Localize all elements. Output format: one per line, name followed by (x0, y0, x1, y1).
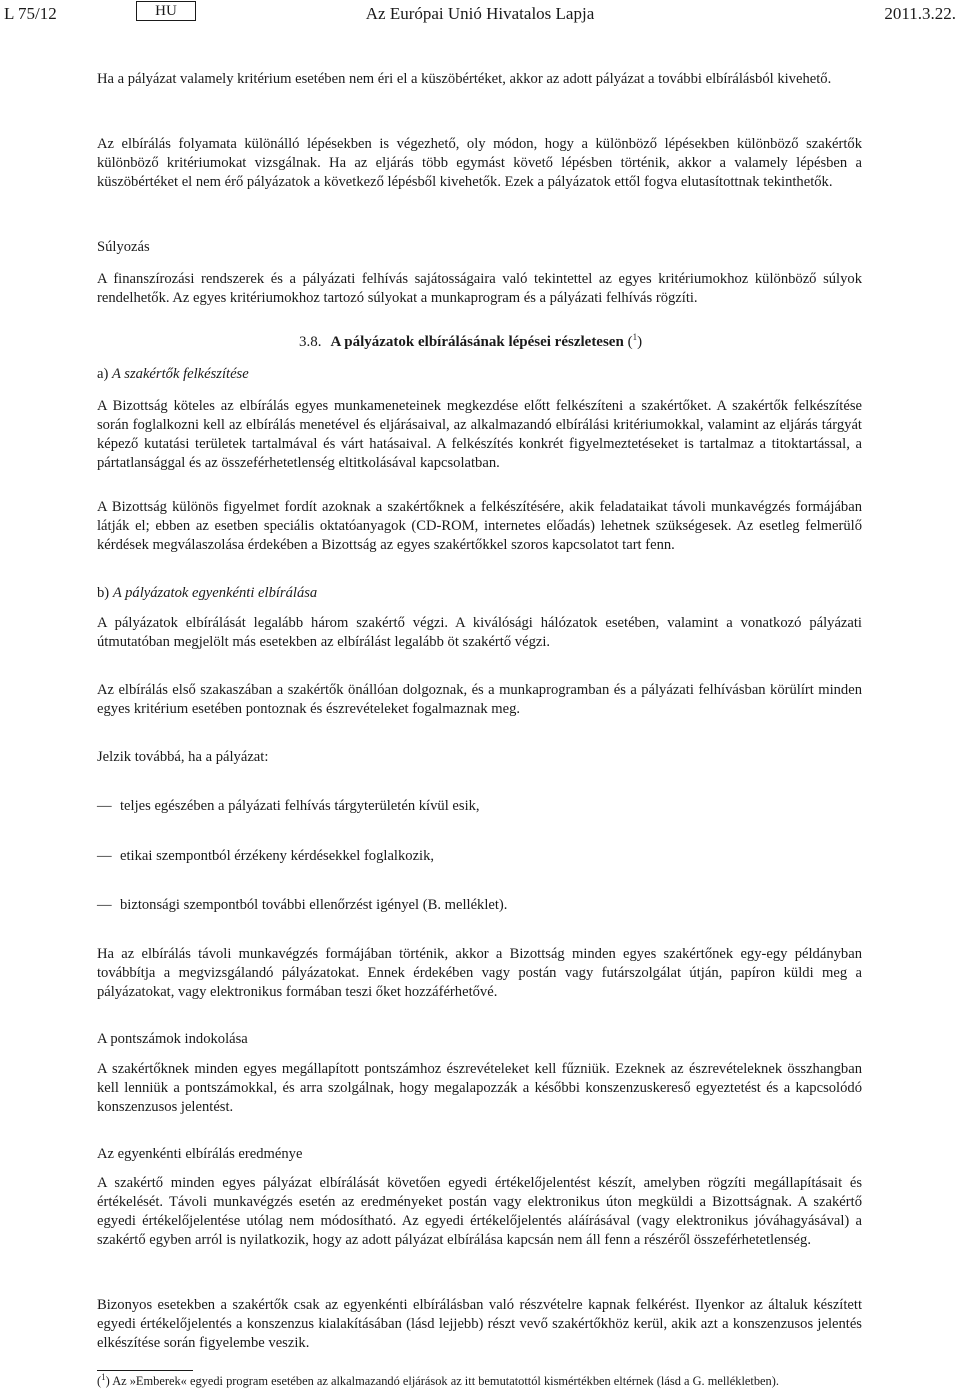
subheading-b-label: b) (97, 585, 110, 601)
paragraph-score-justification: A szakértőknek minden egyes megállapított pontszámhoz észrevételeket kell fűzniük. Ezeknek az észrevételeknek összhangban kell lenniük a pontszámokkal, és arra szolgálnak, hogy megalapozzák a későbbi konszenzuskereső egyeztetést és a kapcsolódó konszenzusos jelentést. (97, 1061, 862, 1115)
paragraph-threshold: Ha a pályázat valamely kritérium esetében nem éri el a küszöbértéket, akkor az adott pályázat a további elbírálásból kivehető. (97, 71, 832, 87)
paragraph-indicate: Jelzik továbbá, ha a pályázat: (97, 749, 269, 765)
dash-bullet: — (97, 897, 112, 913)
heading-weighting: Súlyozás (97, 239, 150, 255)
dash-bullet: — (97, 848, 112, 864)
footnote-text: Az »Emberek« egyedi program esetében az alkalmazandó eljárások az itt bemutatottól kismértékben eltérnek (lásd a G. mellékletben). (112, 1374, 779, 1388)
heading-score-justification: A pontszámok indokolása (97, 1031, 248, 1047)
subheading-a-title: A szakértők felkészítése (112, 366, 249, 382)
section-title: A pályázatok elbírálásának lépései részletesen (330, 334, 624, 350)
paragraph-remote-training: A Bizottság különös figyelmet fordít azoknak a szakértőknek a felkészítésére, akik feladataikat távoli munkavégzés formájában látják el; ebben az esetben speciális oktatóanyagok (CD-ROM, internetes előadás) lehetnek szükségesek. Az esetleg felmerülő kérdések megválaszolása érdekében a Bizottság az egyes szakértőkkel szoros kapcsolatot tart fenn. (97, 499, 862, 553)
paragraph-first-stage: Az elbírálás első szakaszában a szakértők önállóan dolgoznak, és a munkaprogramban és a pályázati felhívásban körülírt minden egyes kritérium esetében pontoznak és észrevételeket fogalmaznak meg. (97, 682, 862, 717)
paragraph-steps: Az elbírálás folyamata különálló lépésekben is végezhető, oly módon, hogy a különböző lépésekben különböző szakértők különböző kritériumokat vizsgálnak. Ha az eljárás több egymást követő lépésben történik, akkor a valamely lépésben a küszöbértéket el nem érő pályázatok a következő lépésből kivehetők. Ezek a pályázatok ettől fogva elutasítottnak tekinthetők. (97, 136, 862, 190)
subheading-b (97, 584, 862, 603)
journal-title: Az Európai Unió Hivatalos Lapja (365, 4, 595, 23)
subheading-b-title: A pályázatok egyenkénti elbírálása (112, 585, 318, 601)
subheading-a-label: a) (97, 366, 109, 382)
footnote-mark: 1 (101, 1371, 106, 1382)
page-reference: L 75/12 (4, 4, 57, 23)
list-item: — biztonsági szempontból további ellenőrzést igényel (B. melléklet). (97, 897, 508, 913)
paragraph-evaluator-count: A pályázatok elbírálását legalább három szakértő végzi. A kiválósági hálózatok esetében, valamint a vonatkozó pályázati útmutatóban megjelölt más esetekben az elbírálást legalább öt szakértő végzi. (97, 615, 862, 650)
footnote-divider (97, 1370, 193, 1371)
paragraph-individual-result: A szakértő minden egyes pályázat elbírálását követően egyedi értékelőjelentést készít, amelyben rögzíti megállapításait és értékelését. Távoli munkavégzés esetén az eredményeket postán vagy elektronikus úton megküldi a Bizottságnak. A szakértő egyedi értékelőjelentése utólag nem módosítható. Az egyedi értékelőjelentés aláírásával (vagy elektronikus jóváhagyásával) a szakértő egyben arról is nyilatkozik, hogy az adott pályázat elbírálása kapcsán nem áll fenn a részéről összeférhetetlenség. (97, 1175, 862, 1248)
heading-individual-result: Az egyenkénti elbírálás eredménye (97, 1146, 303, 1162)
section-number: 3.8. (299, 334, 322, 350)
paragraph-expert-training: A Bizottság köteles az elbírálás egyes munkameneteinek megkezdése előtt felkészíteni a szakértőket. A szakértők felkészítése során foglalkozni kell az elbírálás menetével és eljárásaival, az alkalmazandó elbírálási kritériumokkal, valamint az eljárás tárgyát képező kutatási területek tartalmával és várt hatásaival. A felkészítés konkrét figyelmeztetéseket is tartalmaz a titoktartással, a pártatlansággal és az összeférhetetlenség eltitkolásával kapcsolatban. (97, 398, 862, 471)
footnote-reference[interactable]: 1 (632, 332, 638, 342)
list-item: — teljes egészében a pályázati felhívás tárgyterületén kívül esik, (97, 798, 480, 814)
publication-date: 2011.3.22. (884, 4, 956, 23)
footnote: ($^1$) Az »Emberek« egyedi program esetében az alkalmazandó eljárások az itt bemutatottól kismértékben eltérnek (lásd a G. mellékletben). (97, 1371, 779, 1388)
paragraph-weighting: A finanszírozási rendszerek és a pályázati felhívás sajátosságaira való tekintettel az egyes kritériumokhoz különböző súlyok rendelhetők. Az egyes kritériumokhoz tartozó súlyokat a munkaprogram és a pályázati felhívás rögzíti. (97, 271, 862, 306)
language-box: HU (136, 1, 196, 21)
dash-bullet: — (97, 798, 112, 814)
paragraph-individual-only: Bizonyos esetekben a szakértők csak az egyenkénti elbírálásban való részvételre kapnak felkérést. Ilyenkor az általuk készített egyedi értékelőjelentés a konszenzus kialakításában (lásd lejjebb) részt vevő szakértőkhöz kerül, akik azt a konszenzusos jelentés elkészítése során figyelembe veszik. (97, 1297, 862, 1351)
paragraph-remote-evaluation: Ha az elbírálás távoli munkavégzés formájában történik, akkor a Bizottság minden egyes szakértőnek egy-egy példányban továbbítja a megvizsgálandó pályázatokat. Ennek érdekében vagy postán vagy futárszolgálat útján, papíron küldi meg a pályázatokat, vagy elektronikus formában teszi őket hozzáférhetővé. (97, 946, 862, 1000)
list-item: — etikai szempontból érzékeny kérdésekkel foglalkozik, (97, 848, 435, 864)
subheading-a (97, 365, 862, 384)
page-header (0, 0, 960, 30)
section-heading-3-8: 3.8. A pályázatok elbírálásának lépései részletesen ($^1$) (299, 332, 643, 350)
